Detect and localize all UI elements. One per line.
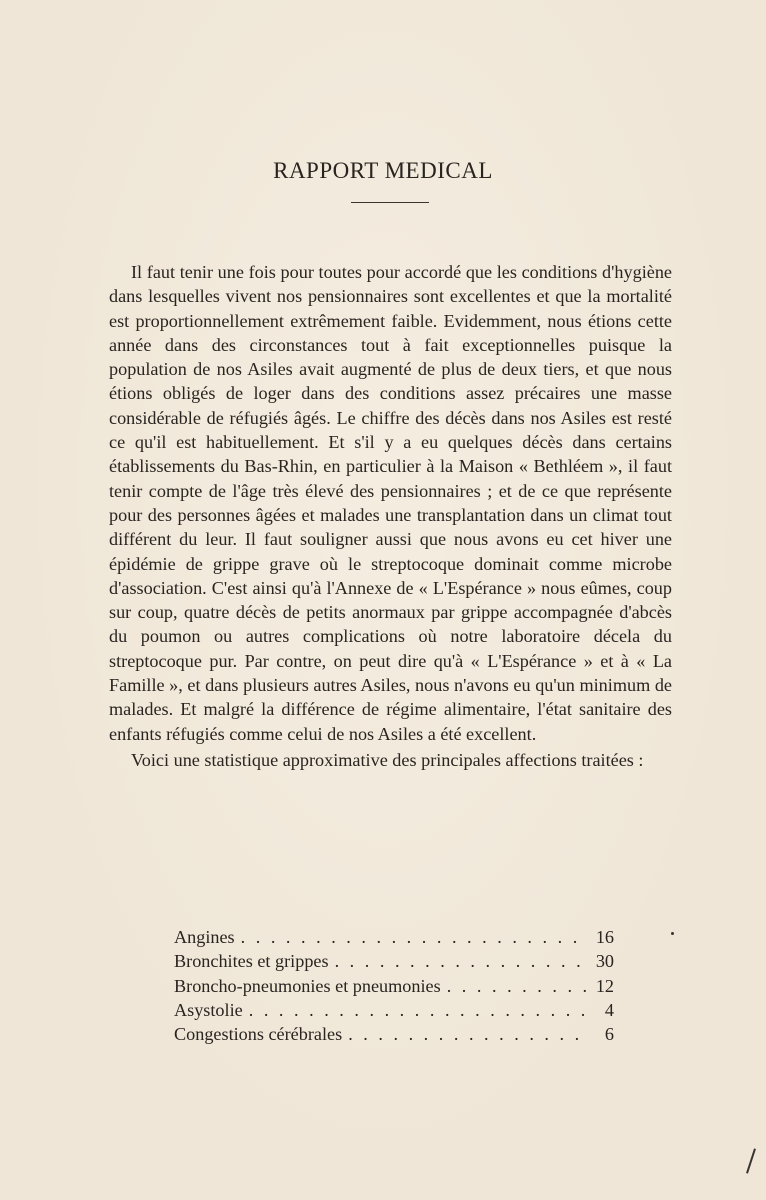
statistic-value: 30 (595, 951, 614, 972)
statistic-label: Bronchites et grippes (174, 951, 329, 972)
paragraph-main: Il faut tenir une fois pour toutes pour accordé que les conditions d'hygiène dans lesquelles vivent nos pensionnaires sont excellentes et que la mortalité est proportionnellement extrêmement faible. Evidemment, nous étions cette année dans des circonstances tout à fait exceptionnelles puisque la population de nos Asiles avait augmenté de plus de deux tiers, et que nous étions obligés de loger dans des conditions assez précaires une masse considérable de réfugiés âgés. Le chiffre des décès dans nos Asiles est resté ce qu'il est habituellement. Et s'il y a eu quelques décès dans certains établissements du Bas-Rhin, en particulier à la Maison « Bethléem », il faut tenir compte de l'âge très élevé des pensionnaires ; et de ce que représente pour des personnes âgées et malades une transplantation dans un climat tout différent du leur. Il faut souligner aussi que nous avons eu cet hiver une épidémie de grippe grave où le streptocoque dominait comme microbe d'association. C'est ainsi qu'à l'Annexe de « L'Espérance » nous eûmes, coup sur coup, quatre décès de petits anormaux par grippe accompagnée d'abcès du poumon ou autres complications où notre laboratoire décela du streptocoque pur. Par contre, on peut dire qu'à « L'Espérance » et à « La Famille », et dans plusieurs autres Asiles, nous n'avons eu qu'un minimum de malades. Et malgré la différence de régime alimentaire, l'état sanitaire des enfants réfugiés comme celui de nos Asiles a été excellent. (109, 262, 672, 744)
paragraph-intro-statistics: Voici une statistique approximative des principales affections traitées : (131, 749, 644, 770)
dot-leader (335, 949, 588, 973)
dot-leader (241, 925, 588, 949)
body-text (109, 260, 672, 772)
statistic-label: Congestions cérébrales (174, 1024, 343, 1045)
paper-edge-mark (746, 1148, 756, 1173)
statistic-label: Asystolie (174, 999, 243, 1020)
dot-leader (447, 974, 588, 998)
statistic-row (174, 1022, 614, 1046)
statistic-label: Broncho-pneumonies et pneumonies (174, 975, 441, 996)
statistic-value: 16 (595, 927, 614, 947)
page-title: RAPPORT MEDICAL (273, 158, 493, 183)
dot-leader (249, 998, 588, 1022)
paper-speck (671, 932, 674, 935)
dot-leader (348, 1022, 588, 1046)
statistic-row (174, 974, 614, 998)
statistic-label: Angines (174, 927, 235, 947)
statistics-list (174, 925, 614, 1046)
statistic-value: 4 (604, 999, 614, 1020)
title-divider (351, 202, 429, 203)
statistic-row (174, 998, 614, 1022)
statistic-value: 12 (595, 975, 614, 996)
statistic-row (174, 949, 614, 973)
statistic-value: 6 (604, 1024, 614, 1045)
statistic-row (174, 925, 614, 949)
